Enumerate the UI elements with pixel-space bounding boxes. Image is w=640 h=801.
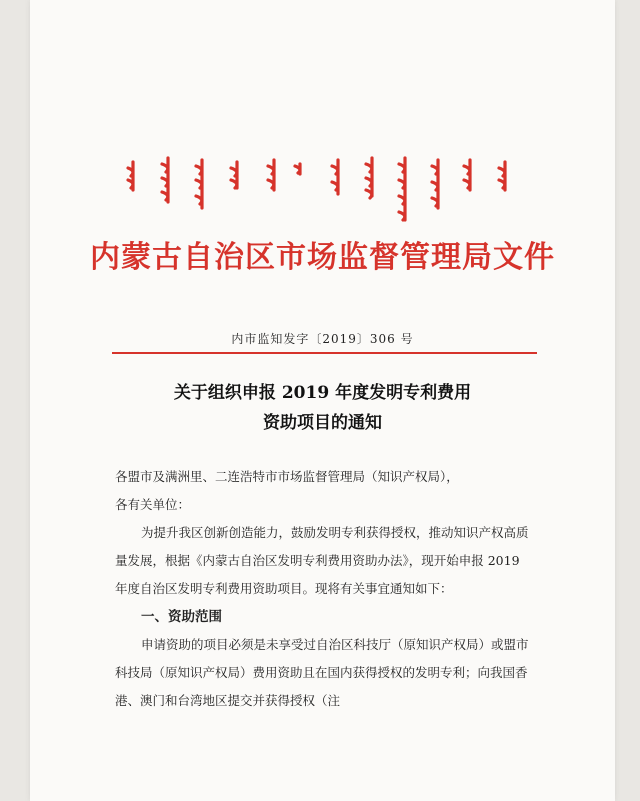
- document-body: [115, 463, 535, 715]
- notice-title: [30, 378, 615, 438]
- notice-title-line-1: 关于组织申报 2019 年度发明专利费用: [173, 383, 472, 403]
- section-1-heading: 一、资助范围: [141, 609, 222, 625]
- red-divider-line: [112, 352, 537, 354]
- document-issuer-title: 内蒙古自治区市场监督管理局文件: [90, 240, 555, 275]
- document-number: 内市监知发字〔2019〕306 号: [231, 332, 414, 346]
- addressee-line-1: 各盟市及满洲里、二连浩特市市场监督管理局（知识产权局），: [115, 469, 459, 484]
- section-1-paragraph: 申请资助的项目必须是未享受过自治区科技厅（原知识产权局）或盟市科技局（原知识产权局）费用资助且在国内获得授权的发明专利；向我国香港、澳门和台湾地区提交并获得授权（注: [115, 637, 529, 708]
- intro-paragraph: 为提升我区创新创造能力，鼓励发明专利获得授权，推动知识产权高质量发展，根据《内蒙古自治区发明专利费用资助办法》，现开始申报 2019 年度自治区发明专利费用资助项目。现将有关事宜通知如下：: [115, 525, 529, 596]
- mongolian-script-header: [30, 150, 615, 230]
- addressee-line-2: 各有关单位：: [115, 497, 191, 512]
- document-page: [30, 0, 615, 801]
- notice-title-line-2: 资助项目的通知: [263, 413, 382, 433]
- mongolian-script-graphic: [30, 150, 615, 230]
